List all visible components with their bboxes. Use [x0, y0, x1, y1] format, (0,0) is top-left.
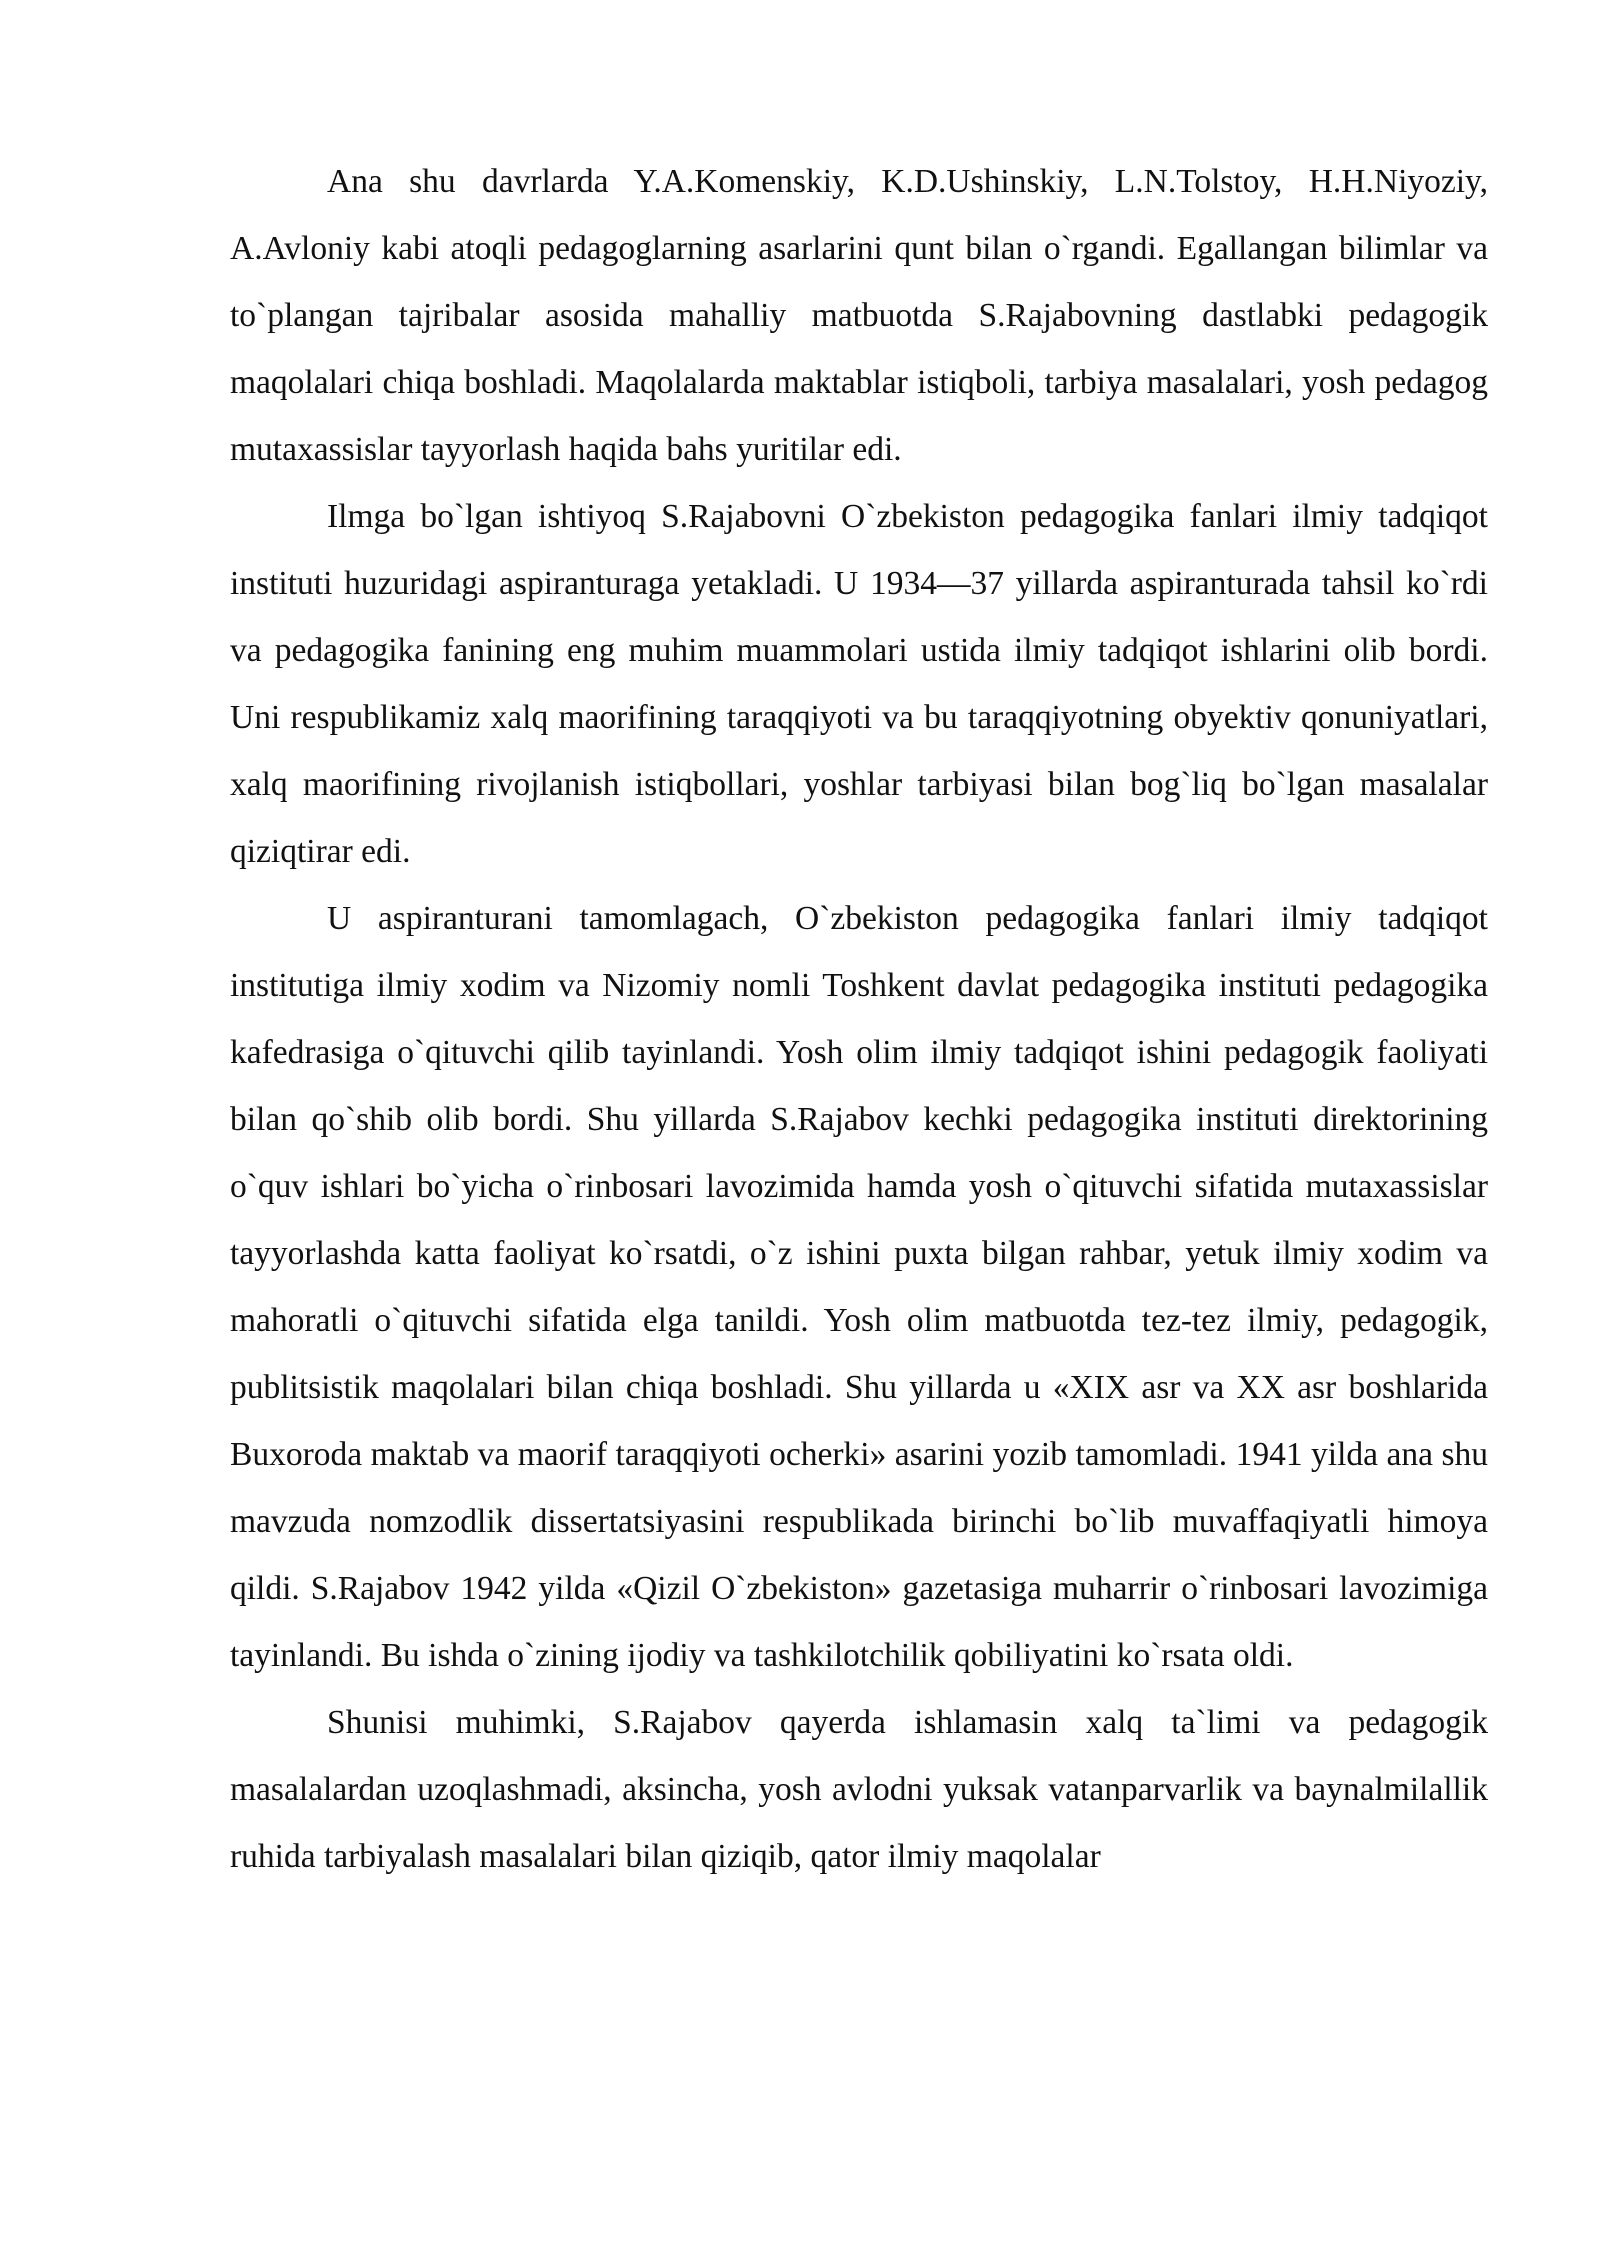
paragraph-aspirantura: Ilmga bo`lgan ishtiyoq S.Rajabovni O`zbekiston pedagogika fanlari ilmiy tadqiqot instituti huzuridagi aspiranturaga yetakladi. U 1934—37 yillarda aspiranturada tahsil ko`rdi va pedagogika fanining eng muhim muammolari ustida ilmiy tadqiqot ishlarini olib bordi. Uni respublikamiz xalq maorifining taraqqiyoti va bu taraqqiyotning obyektiv qonuniyatlari, xalq maorifining rivojlanish istiqbollari, yoshlar tarbiyasi bilan bog`liq bo`lgan masalalar qiziqtirar edi. [230, 498, 1488, 870]
paragraph-education-interest: Shunisi muhimki, S.Rajabov qayerda ishlamasin xalq ta`limi va pedagogik masalalardan uzoqlashmadi, aksincha, yosh avlodni yuksak vatanparvarlik va baynalmilallik ruhida tarbiyalash masalalari bilan qiziqib, qator ilmiy maqolalar [230, 1704, 1488, 1875]
paragraph-komenskiy: Ana shu davrlarda Y.A.Komenskiy, K.D.Ushinskiy, L.N.Tolstoy, H.H.Niyoziy, A.Avloniy kabi atoqli pedagoglarning asarlarini qunt bilan o`rgandi. Egallangan bilimlar va to`plangan tajribalar asosida mahalliy matbuotda S.Rajabovning dastlabki pedagogik maqolalari chiqa boshladi. Maqolalarda maktablar istiqboli, tarbiya masalalari, yosh pedagog mutaxassislar tayyorlash haqida bahs yuritilar edi. [230, 163, 1488, 468]
document-page [230, 148, 1488, 1890]
paragraph-institute-career: U aspiranturani tamomlagach, O`zbekiston pedagogika fanlari ilmiy tadqiqot institutiga ilmiy xodim va Nizomiy nomli Toshkent davlat pedagogika instituti pedagogika kafedrasiga o`qituvchi qilib tayinlandi. Yosh olim ilmiy tadqiqot ishini pedagogik faoliyati bilan qo`shib olib bordi. Shu yillarda S.Rajabov kechki pedagogika instituti direktorining o`quv ishlari bo`yicha o`rinbosari lavozimida hamda yosh o`qituvchi sifatida mutaxassislar tayyorlashda katta faoliyat ko`rsatdi, o`z ishini puxta bilgan rahbar, yetuk ilmiy xodim va mahoratli o`qituvchi sifatida elga tanildi. Yosh olim matbuotda tez-tez ilmiy, pedagogik, publitsistik maqolalari bilan chiqa boshladi. Shu yillarda u «XIX asr va XX asr boshlarida Buxoroda maktab va maorif taraqqiyoti ocherki» asarini yozib tamomladi. 1941 yilda ana shu mavzuda nomzodlik dissertatsiyasini respublikada birinchi bo`lib muvaffaqiyatli himoya qildi. S.Rajabov 1942 yilda «Qizil O`zbekiston» gazetasiga muharrir o`rinbosari lavozimiga tayinlandi. Bu ishda o`zining ijodiy va tashkilotchilik qobiliyatini ko`rsata oldi. [230, 900, 1488, 1674]
